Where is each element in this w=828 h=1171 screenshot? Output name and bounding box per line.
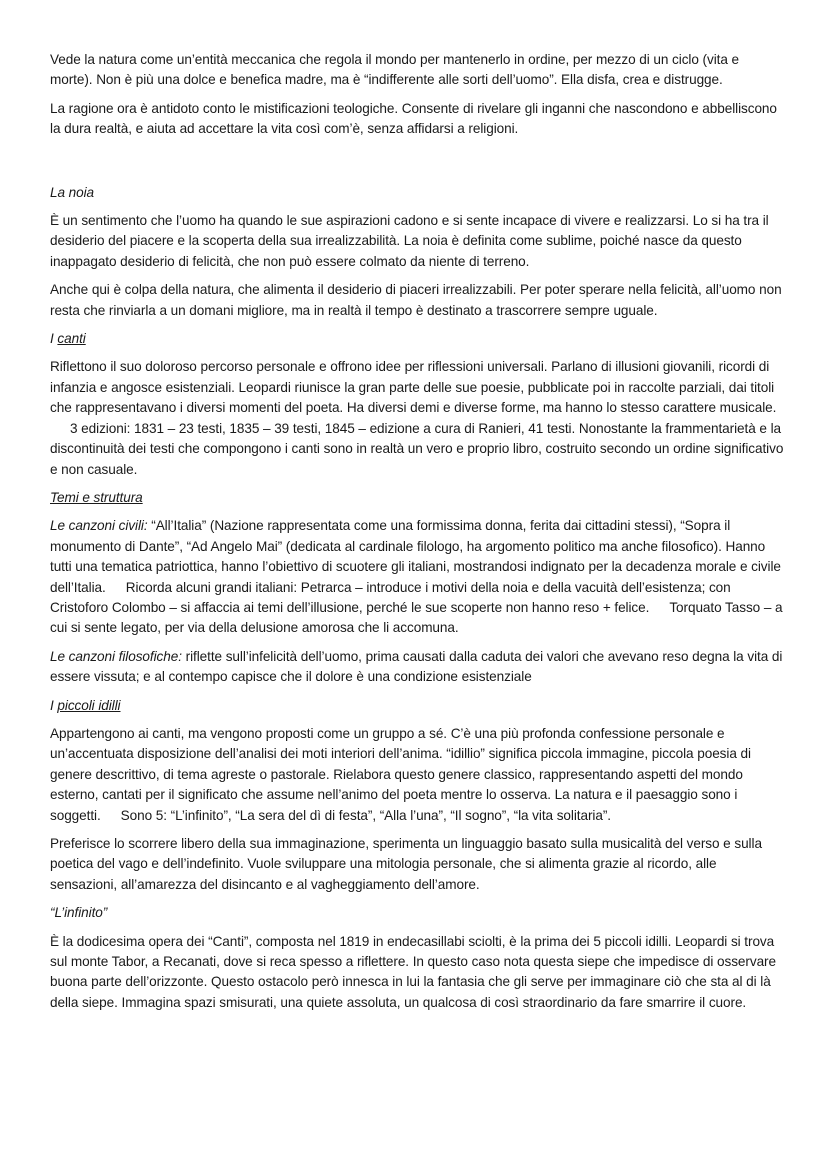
noia-paragraph-2: Anche qui è colpa della natura, che alimenta il desiderio di piaceri irrealizzabili. Per poter sperare nella felicità, all’uomo non resta che rinviarla a un domani migliore, ma in realtà il tempo è destinato a trascorrere sempre uguale. — [50, 282, 782, 318]
canzoni-filosofiche-text: riflette sull’infelicità dell’uomo, prima causati dalla caduta dei valori che avevano reso degna la vita di essere vissuta; e al contempo capisce che il dolore è una condizione esistenziale — [50, 648, 783, 685]
canti-end-text: Nonostante la frammentarietà e la discontinuità dei testi che compongono i canti sono in realtà un vero e proprio libro, costruito secondo un ordine significativo e non casuale. — [50, 420, 784, 477]
idilli-main-text: Appartengono ai canti, ma vengono proposti come un gruppo a sé. C’è una più profonda confessione personale e un’accentuata disposizione dell’analisi dei moti interiori dell’anima. “idillio” significa piccola immagine, piccola poesia di genere descrittivo, di tema agreste o pastorale. Rielabora questo genere classico, rappresentando aspetti del mondo esterno, cantati per il significato che assume nell’animo del poeta mentre lo osserva. La natura e il paesaggio sono i soggetti. — [50, 725, 751, 823]
heading-idilli-prefix: I — [50, 697, 58, 713]
infinito-paragraph: È la dodicesima opera dei “Canti”, composta nel 1819 in endecasillabi sciolti, è la prima dei 5 piccoli idilli. Leopardi si trova sul monte Tabor, a Recanati, dove si reca spesso a riflettere. In questo caso nota questa siepe che impedisce di osservare buona parte dell’orizzonte. Questo ostacolo però innesca in lui la fantasia che gli serve per immaginare ciò che sta al di là della siepe. Immagina spazi smisurati, una quiete assoluta, un qualcosa di così straordinario da fare smarrire il cuore. — [50, 933, 776, 1010]
heading-la-noia: La noia — [50, 184, 95, 200]
heading-canti-prefix: I — [50, 331, 58, 347]
canzoni-civili-petrarca: Ricorda alcuni grandi italiani: Petrarca – introduce i motivi della noia e della vacuità dell’esistenza; con Cristoforo Colombo – si affaccia ai temi dell’illusione, perché le sue scoperte non hanno reso + felice. — [50, 579, 731, 615]
canti-editions-text: 3 edizioni: 1831 – 23 testi, 1835 – 39 testi, 1845 – edizione a cura di Ranieri, 41 testi. — [70, 420, 576, 436]
intro-paragraph-natura: Vede la natura come un’entità meccanica che regola il mondo per mantenerlo in ordine, per mezzo di un ciclo (vita e morte). Non è più una dolce e benefica madre, ma è “indifferente alle sorti dell’uomo”. Ella disfa, crea e distrugge. — [50, 52, 740, 88]
canti-paragraph — [50, 357, 784, 479]
idilli-paragraph-1 — [50, 724, 784, 826]
heading-i-canti — [50, 329, 784, 349]
canzoni-civili-tasso: Torquato Tasso – a cui si sente legato, per via della delusione amorosa che li accomuna. — [50, 599, 783, 636]
heading-canti-underlined: canti — [57, 331, 86, 347]
heading-i-piccoli-idilli — [50, 696, 784, 716]
idilli-list-text: Sono 5: “L’infinito”, “La sera del dì di festa”, “Alla l’una”, “Il sogno”, “la vita solitaria”. — [120, 807, 611, 823]
heading-l-infinito: “L’infinito” — [50, 905, 108, 921]
canzoni-filosofiche-paragraph — [50, 647, 784, 688]
heading-temi-e-struttura: Temi e struttura — [50, 489, 143, 505]
idilli-paragraph-2: Preferisce lo scorrere libero della sua immaginazione, sperimenta un linguaggio basato sulla musicalità del verso e sulla poetica del vago e dell’indefinito. Vuole sviluppare una mitologia personale, che si alimenta grazie al ricordo, alle sensazioni, all’amarezza del disincanto e al vagheggiamento dell’amore. — [50, 836, 762, 892]
section-gap — [50, 148, 784, 183]
canzoni-civili-label: Le canzoni civili: — [50, 518, 148, 534]
canzoni-civili-text: “All’Italia” (Nazione rappresentata come una formissima donna, ferita dai cittadini stessi), “Sopra il monumento di Dante”, “Ad Angelo Mai” (dedicata al cardinale filologo, ha argomento politico ma anche filosofico). Hanno tutti una tematica patriottica, hanno l’obiettivo di scuotere gli italiani, mostrandosi indignato per la decadenza morale e civile dell’Italia. — [50, 518, 781, 595]
intro-paragraph-ragione: La ragione ora è antidoto conto le mistificazioni teologiche. Consente di rivelare gli inganni che nascondono e abbelliscono la dura realtà, e aiuta ad accettare la vita così com’è, senza affidarsi a religioni. — [50, 100, 777, 137]
document-page — [50, 50, 784, 1021]
heading-idilli-underlined: piccoli idilli — [57, 697, 121, 713]
canzoni-filosofiche-label: Le canzoni filosofiche: — [50, 648, 182, 664]
canzoni-civili-paragraph — [50, 516, 784, 638]
canti-main-text: Riflettono il suo doloroso percorso personale e offrono idee per riflessioni universali. Parlano di illusioni giovanili, ricordi di infanzia e angosce esistenziali. Leopardi riunisce la gran parte delle sue poesie, pubblicate poi in raccolte parziali, dai titoli che rappresentavano i diversi momenti del poeta. Ha diversi demi e diverse forme, ma hanno lo stesso carattere musicale. — [50, 359, 777, 416]
noia-paragraph-1: È un sentimento che l’uomo ha quando le sue aspirazioni cadono e si sente incapace di vivere e realizzarsi. Lo si ha tra il desiderio del piacere e la scoperta della sua irrealizzabilità. La noia è definita come sublime, poiché nasce da questo inappagato desiderio di felicità, che non può essere colmato da niente di terreno. — [50, 213, 769, 269]
